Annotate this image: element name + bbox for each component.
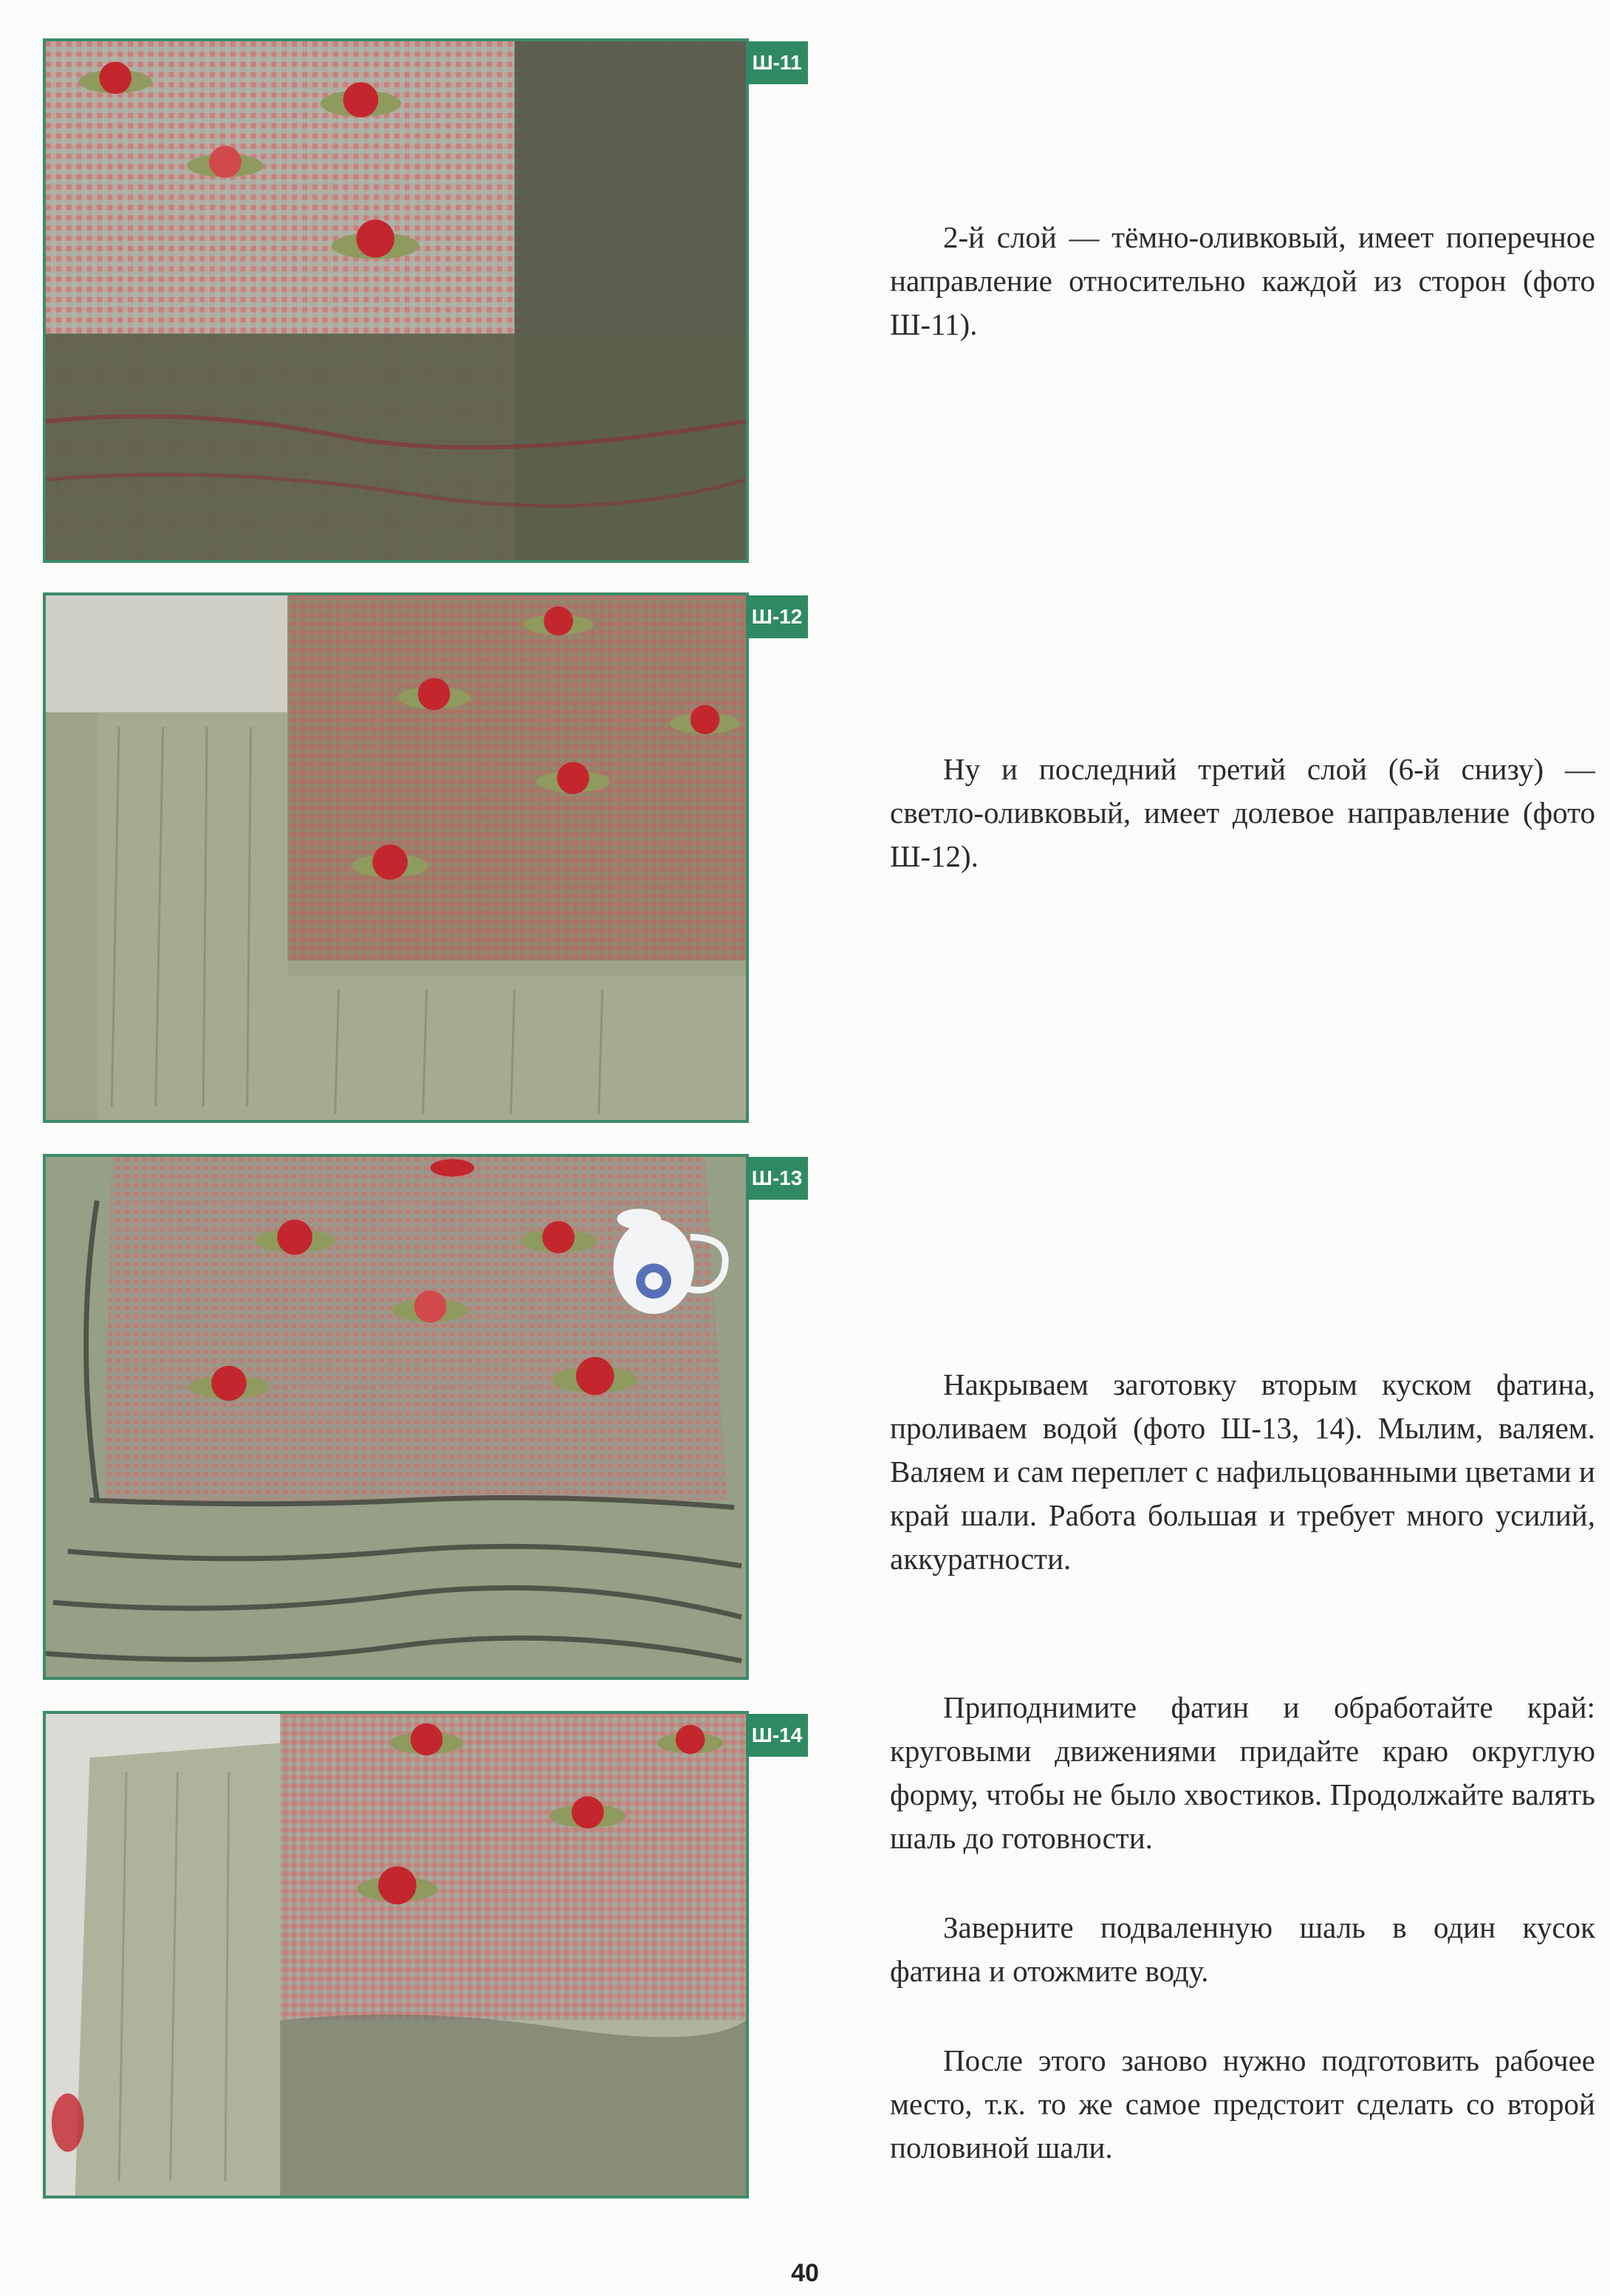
photo-sh11 xyxy=(43,38,802,563)
page-number: 40 xyxy=(791,2259,819,2287)
paragraph-edge: Приподнимите фатин и обработайте край: круговыми движениями придайте краю округлую форму, чтобы не было хвостиков. Продолжайте валять шаль до готовности. xyxy=(890,1690,1595,1855)
felt-photo-image xyxy=(46,1157,746,1677)
photo-label-badge: Ш-13 xyxy=(746,1157,808,1200)
photo-label-badge: Ш-14 xyxy=(746,1714,808,1757)
felt-photo-image xyxy=(46,595,746,1120)
paragraph-layer-3: Ну и последний третий слой (6-й снизу) — светло-оливковый, имеет долевое направление (фото Ш-12). xyxy=(890,752,1595,873)
paragraph-layer-2: 2-й слой — тёмно-оливковый, имеет поперечное направление относительно каждой из сторон (фото Ш-11). xyxy=(890,220,1595,341)
felt-photo-image xyxy=(46,1714,746,2196)
photo-sh13 xyxy=(43,1154,803,1680)
photo-sh14 xyxy=(43,1711,803,2198)
paragraph-second-half: После этого заново нужно подготовить рабочее место, т.к. то же самое предстоит сделать со второй половиной шали. xyxy=(890,2043,1595,2165)
paragraph-cover-tulle: Накрываем заготовку вторым куском фатина, проливаем водой (фото Ш-13, 14). Мылим, валяем. Валяем и сам переплет с нафильцованными цветами и край шали. Работа большая и требует много усилий, аккуратности. xyxy=(890,1367,1595,1576)
photo-label-badge: Ш-12 xyxy=(746,595,808,638)
paragraph-wring: Заверните подваленную шаль в один кусок фатина и отожмите воду. xyxy=(890,1910,1595,1988)
photo-sh12 xyxy=(43,592,803,1123)
felt-photo-image xyxy=(46,41,746,560)
photo-label-badge: Ш-11 xyxy=(746,41,808,84)
